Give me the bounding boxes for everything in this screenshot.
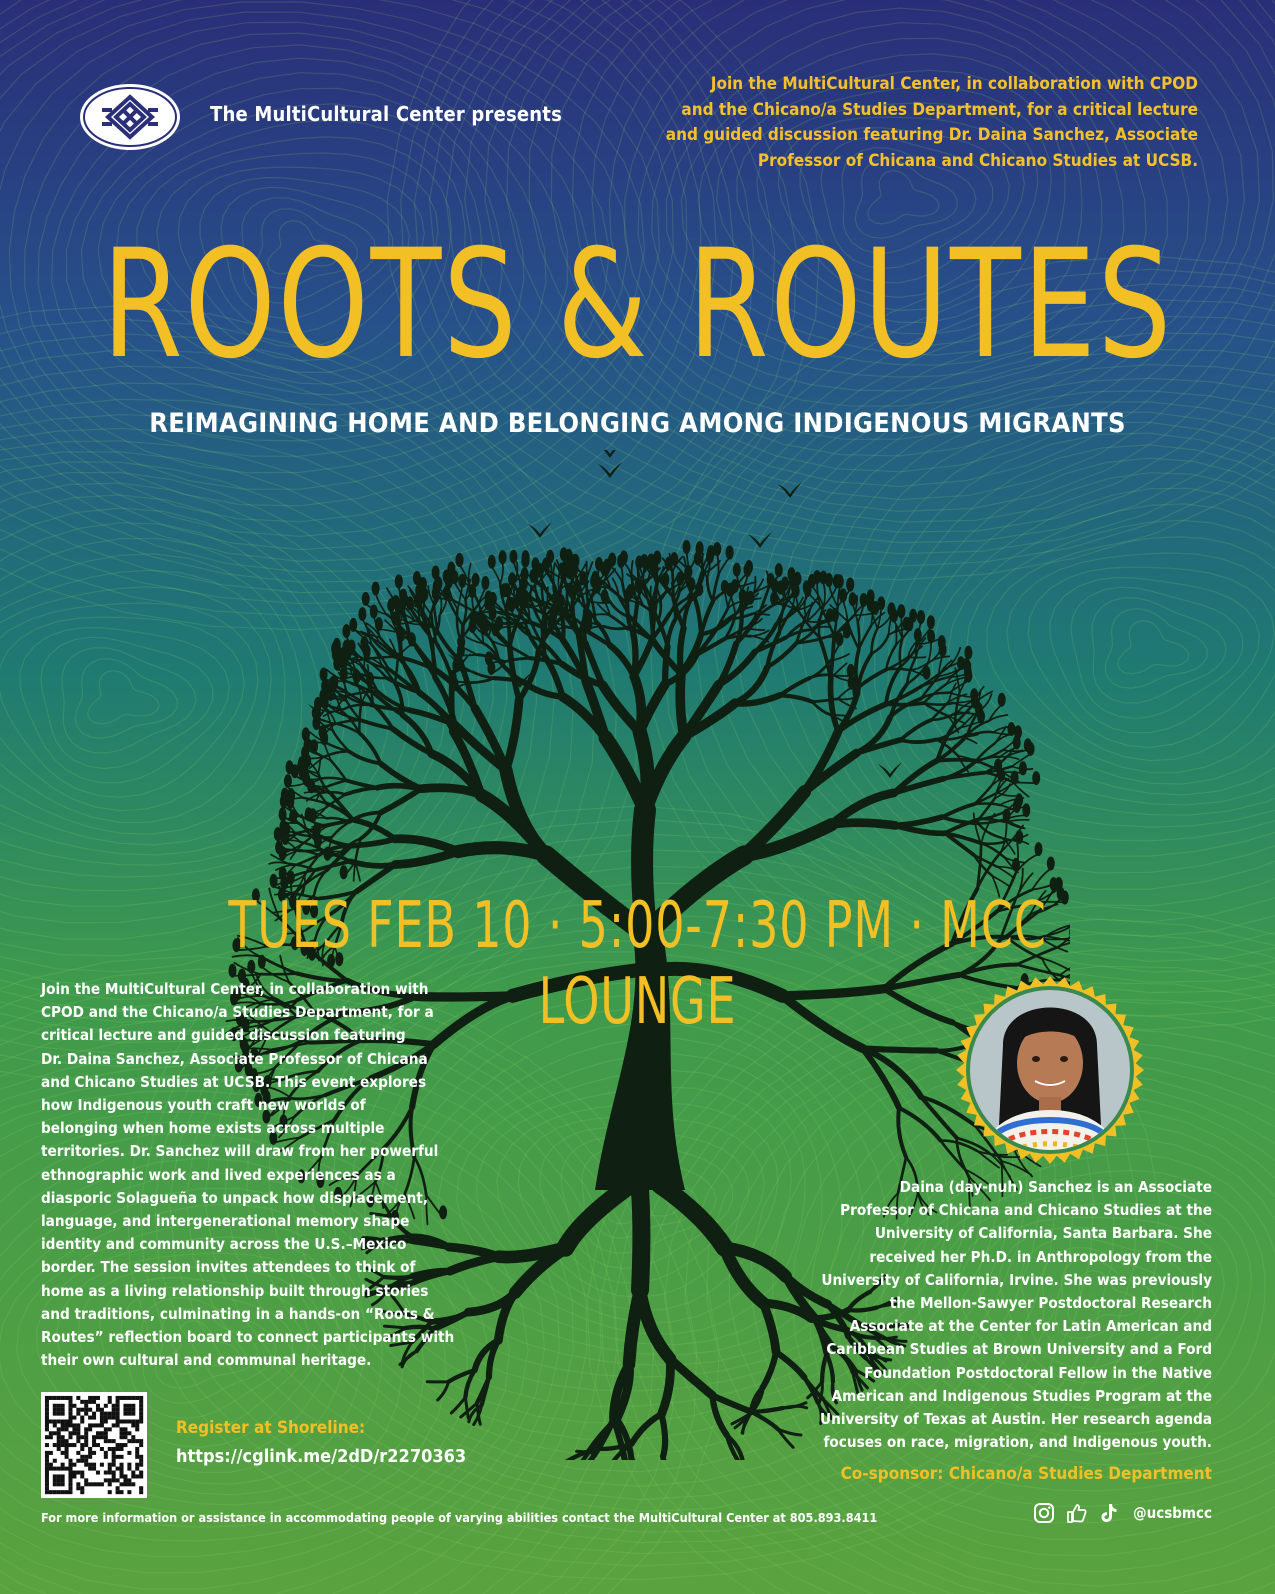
description-line: identity and community across the U.S.–Mexico bbox=[41, 1235, 407, 1254]
description-line: and Chicano Studies at UCSB. This event explores bbox=[41, 1072, 427, 1091]
intro-line: Join the MultiCultural Center, in collaboration with CPOD bbox=[710, 74, 1198, 94]
social-handle[interactable]: @ucsbmcc bbox=[1133, 1504, 1212, 1522]
description-line: belonging when home exists across multiple bbox=[41, 1119, 385, 1138]
description-line: border. The session invites attendees to think of bbox=[41, 1258, 416, 1277]
description-line: Routes” reflection board to connect participants with bbox=[41, 1328, 455, 1347]
bio-line: Daina (day-nuh) Sanchez is an Associate bbox=[899, 1178, 1212, 1196]
description-line: diasporic Solagueña to unpack how displacement, bbox=[41, 1188, 429, 1207]
description-line: how Indigenous youth craft new worlds of bbox=[41, 1096, 366, 1115]
description-line: and traditions, culminating in a hands-on “Roots & bbox=[41, 1304, 435, 1323]
cosponsor-text: Co-sponsor: Chicano/a Studies Department bbox=[840, 1464, 1212, 1484]
intro-summary bbox=[638, 72, 1198, 174]
description-line: Join the MultiCultural Center, in collaboration with bbox=[41, 980, 429, 998]
bio-line: Professor of Chicana and Chicano Studies at the bbox=[840, 1201, 1212, 1220]
register-link[interactable]: https://cglink.me/2dD/r2270363 bbox=[176, 1446, 467, 1467]
description-line: Dr. Daina Sanchez, Associate Professor of Chicana bbox=[41, 1049, 428, 1068]
bio-line: University of California, Irvine. She was previously bbox=[821, 1270, 1212, 1289]
event-subtitle: REIMAGINING HOME AND BELONGING AMONG INDIGENOUS MIGRANTS bbox=[149, 408, 1126, 439]
speaker-portrait bbox=[955, 975, 1145, 1165]
bio-line: University of California, Santa Barbara. She bbox=[874, 1224, 1212, 1243]
event-title: ROOTS & ROUTES bbox=[102, 218, 1173, 392]
bio-line: Caribbean Studies at Brown University and a Ford bbox=[826, 1340, 1212, 1359]
description-line: home as a living relationship built through stories bbox=[41, 1281, 429, 1300]
mcc-logo bbox=[78, 82, 182, 152]
presenter-text: The MultiCultural Center presents bbox=[210, 102, 563, 126]
bio-line: American and Indigenous Studies Program at the bbox=[831, 1386, 1212, 1405]
intro-line: and the Chicano/a Studies Department, for a critical lecture bbox=[681, 99, 1198, 120]
bio-line: Foundation Postdoctoral Fellow in the Native bbox=[864, 1363, 1212, 1382]
description-line: critical lecture and guided discussion featuring bbox=[41, 1026, 406, 1045]
intro-line: Professor of Chicana and Chicano Studies at UCSB. bbox=[757, 150, 1198, 171]
bio-line: the Mellon-Sawyer Postdoctoral Research bbox=[889, 1294, 1212, 1313]
accessibility-contact-note: For more information or assistance in accommodating people of varying abilities contact the MultiCultural Center at 805.893.8411 bbox=[41, 1510, 878, 1525]
instagram-icon[interactable] bbox=[1033, 1502, 1055, 1524]
event-date-time-location: TUES FEB 10 · 5:00-7:30 PM · MCC LOUNGE bbox=[228, 889, 1047, 1039]
description-line: CPOD and the Chicano/a Studies Department, for a bbox=[41, 1003, 434, 1022]
registration-qr-code[interactable] bbox=[41, 1392, 147, 1498]
intro-line: and guided discussion featuring Dr. Daina Sanchez, Associate bbox=[665, 125, 1198, 145]
bio-line: University of Texas at Austin. Her research agenda bbox=[820, 1410, 1212, 1429]
description-line: their own cultural and communal heritage. bbox=[41, 1351, 372, 1370]
tiktok-icon[interactable] bbox=[1097, 1502, 1119, 1524]
description-line: territories. Dr. Sanchez will draw from her powerful bbox=[41, 1142, 439, 1161]
bio-line: Associate at the Center for Latin American and bbox=[849, 1317, 1212, 1336]
description-line: ethnographic work and lived experiences as a bbox=[41, 1165, 396, 1184]
facebook-like-icon[interactable] bbox=[1065, 1502, 1087, 1524]
speaker-bio bbox=[802, 1176, 1212, 1454]
bio-line: focuses on race, migration, and Indigenous youth. bbox=[823, 1433, 1212, 1452]
event-description bbox=[41, 978, 481, 1372]
bio-line: received her Ph.D. in Anthropology from the bbox=[869, 1247, 1212, 1266]
social-media-bar bbox=[1033, 1502, 1212, 1524]
register-label: Register at Shoreline: bbox=[176, 1418, 366, 1438]
description-line: language, and intergenerational memory shape bbox=[41, 1212, 410, 1231]
